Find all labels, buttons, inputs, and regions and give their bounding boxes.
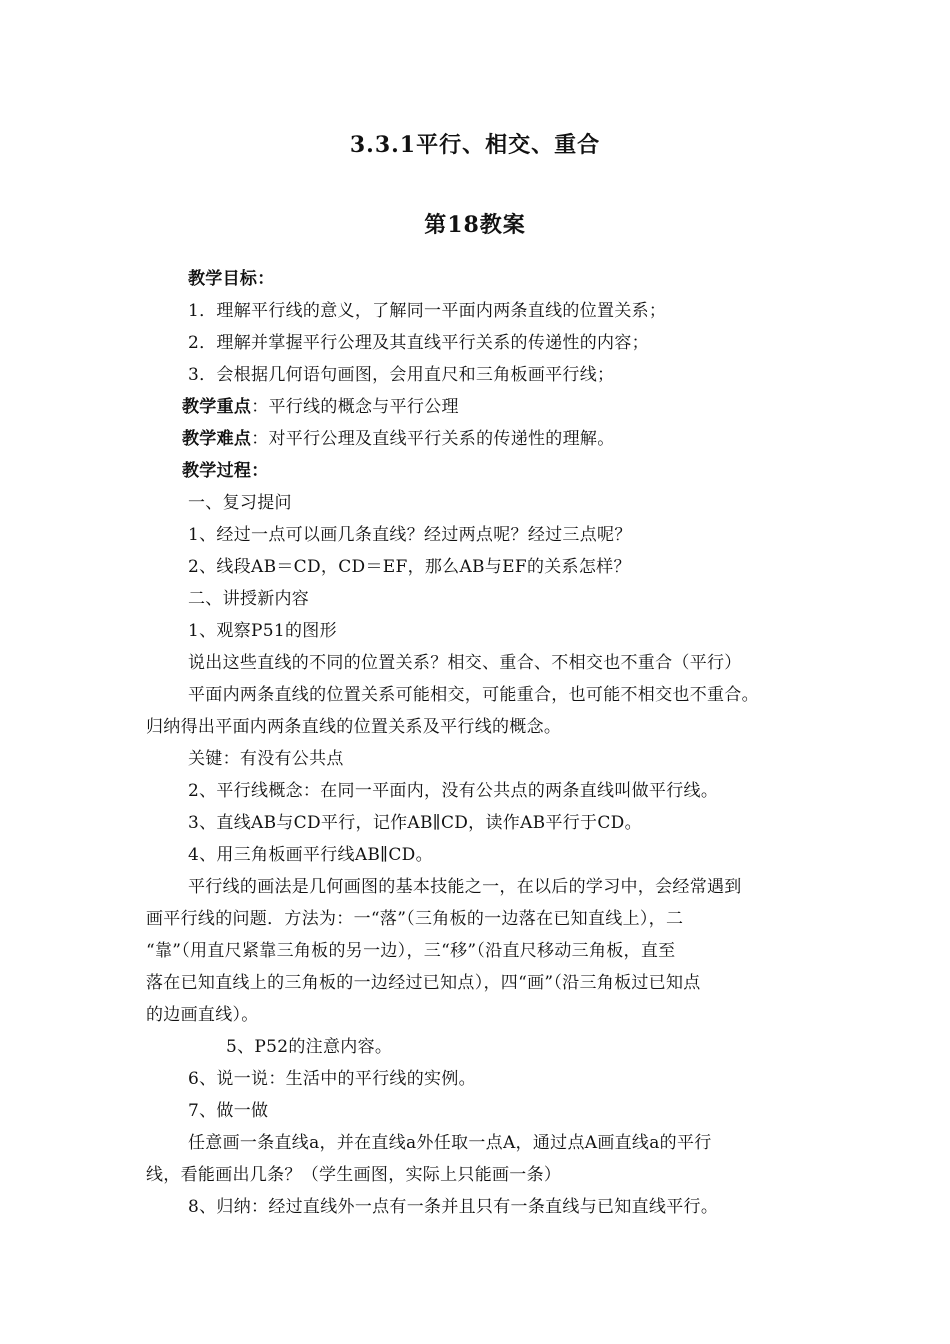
key-point-text: ：平行线的概念与平行公理	[251, 397, 459, 417]
content-paragraph: 的边画直线）。	[146, 1005, 259, 1025]
content-paragraph: 任意画一条直线a，并在直线a外任取一点A，通过点A画直线a的平行	[188, 1133, 712, 1153]
section-review: 一、复习提问	[188, 493, 292, 513]
content-paragraph: 线，看能画出几条？（学生画图，实际上只能画一条）	[146, 1165, 562, 1185]
content-paragraph: 说出这些直线的不同的位置关系？相交、重合、不相交也不重合（平行）	[188, 653, 742, 673]
content-paragraph: 归纳得出平面内两条直线的位置关系及平行线的概念。	[146, 717, 562, 737]
difficulty-text: ：对平行公理及直线平行关系的传递性的理解。	[251, 429, 615, 449]
objective-1: 1．理解平行线的意义，了解同一平面内两条直线的位置关系；	[188, 301, 667, 321]
difficulty-line	[182, 428, 615, 450]
content-item-1: 1、观察P51的图形	[188, 621, 337, 641]
key-point-line	[182, 396, 459, 418]
section-new-content: 二、讲授新内容	[188, 589, 310, 609]
content-item-3: 3、直线AB与CD平行，记作AB∥CD，读作AB平行于CD。	[188, 813, 642, 833]
key-point-label: 教学重点	[182, 397, 252, 417]
objectives-heading: 教学目标：	[188, 269, 275, 289]
content-item-7: 7、做一做	[188, 1101, 269, 1121]
objective-3: 3．会根据几何语句画图，会用直尺和三角板画平行线；	[188, 365, 615, 385]
document-subtitle: 第18教案	[424, 212, 526, 238]
content-paragraph: 关键：有没有公共点	[188, 749, 344, 769]
review-question-2: 2、线段AB＝CD，CD＝EF，那么AB与EF的关系怎样？	[188, 557, 631, 577]
content-item-6: 6、说一说：生活中的平行线的实例。	[188, 1069, 476, 1089]
review-question-1: 1、经过一点可以画几条直线？经过两点呢？经过三点呢？	[188, 525, 632, 545]
content-item-4: 4、用三角板画平行线AB∥CD。	[188, 845, 433, 865]
content-item-5: 5、P52的注意内容。	[226, 1037, 393, 1057]
content-paragraph: 画平行线的问题．方法为：一“落”（三角板的一边落在已知直线上），二	[146, 909, 684, 929]
content-item-8: 8、归纳：经过直线外一点有一条并且只有一条直线与已知直线平行。	[188, 1197, 719, 1217]
content-paragraph: 平面内两条直线的位置关系可能相交，可能重合，也可能不相交也不重合。	[188, 685, 759, 705]
content-paragraph: 平行线的画法是几何画图的基本技能之一，在以后的学习中，会经常遇到	[188, 877, 742, 897]
document-title: 3.3.1平行、相交、重合	[349, 132, 601, 158]
objective-2: 2．理解并掌握平行公理及其直线平行关系的传递性的内容；	[188, 333, 649, 353]
difficulty-label: 教学难点	[182, 429, 252, 449]
content-item-2: 2、平行线概念：在同一平面内，没有公共点的两条直线叫做平行线。	[188, 781, 719, 801]
content-paragraph: 落在已知直线上的三角板的一边经过已知点），四“画”（沿三角板过已知点	[146, 973, 701, 993]
process-heading: 教学过程：	[182, 461, 269, 481]
content-paragraph: “靠”（用直尺紧靠三角板的另一边），三“移”（沿直尺移动三角板，直至	[146, 941, 676, 961]
